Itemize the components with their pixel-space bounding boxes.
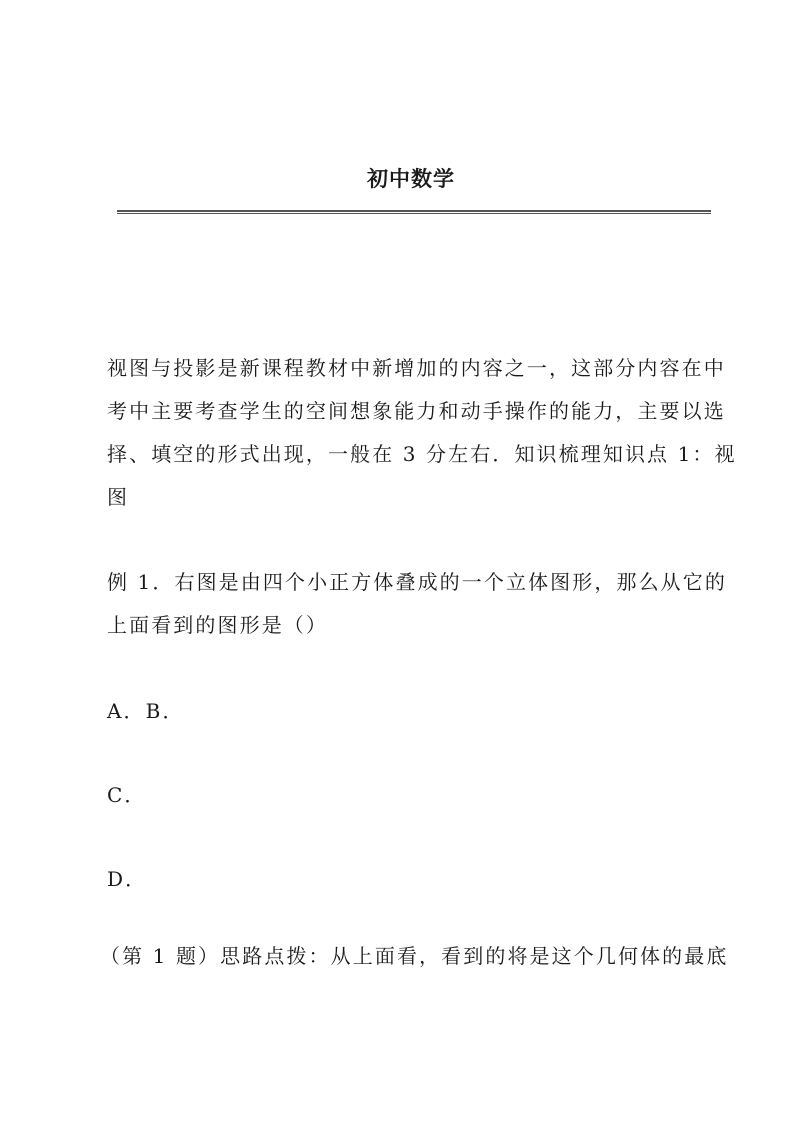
solution-hint: [100, 935, 729, 978]
intro-line: 图: [107, 485, 130, 509]
hint-line: （第 1 题）思路点拨：从上面看，看到的将是这个几何体的最底: [100, 944, 729, 968]
example-line: 例 1．右图是由四个小正方体叠成的一个立体图形，那么从它的: [107, 570, 727, 594]
example-question: [107, 561, 727, 647]
header-divider: [117, 210, 711, 214]
intro-line: 视图与投影是新课程教材中新增加的内容之一，这部分内容在中: [107, 356, 726, 380]
option-c: C．: [107, 783, 147, 807]
option-a-b: A．B．: [107, 699, 185, 723]
page-title: 初中数学: [367, 166, 455, 191]
option-d: D．: [107, 867, 148, 891]
example-line: 上面看到的图形是（）: [107, 613, 328, 637]
intro-line: 择、填空的形式出现，一般在 3 分左右．知识梳理知识点 1：视: [107, 442, 737, 466]
intro-line: 考中主要考查学生的空间想象能力和动手操作的能力，主要以选: [107, 399, 726, 423]
intro-paragraph: [107, 347, 737, 519]
